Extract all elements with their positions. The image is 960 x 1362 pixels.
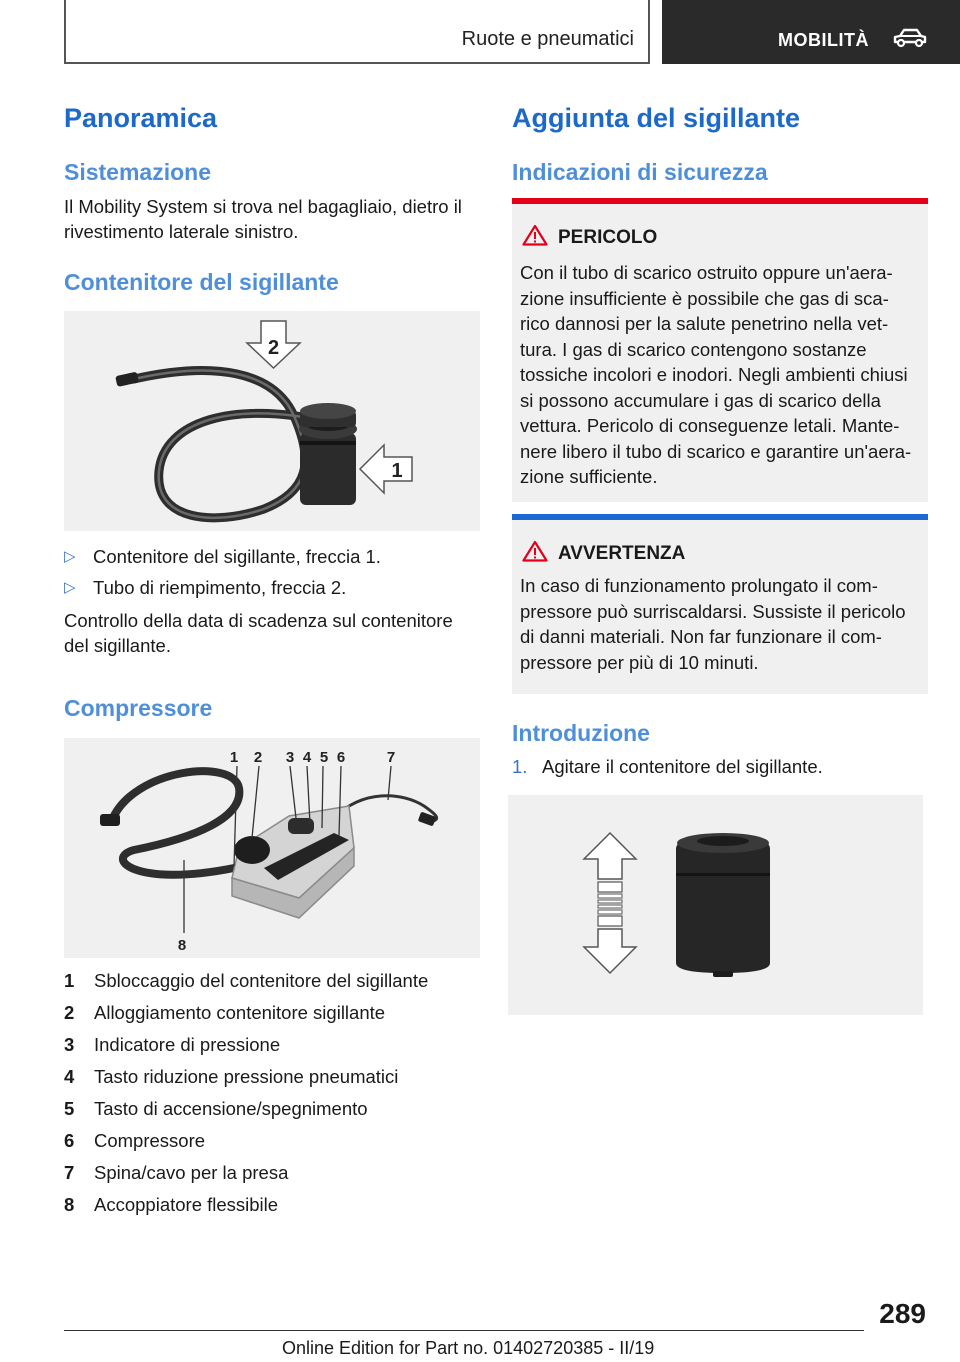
step-text: Agitare il contenitore del sigillante. bbox=[542, 756, 823, 777]
triangle-bullet-icon: ▷ bbox=[64, 548, 76, 565]
legend-number: 3 bbox=[64, 1034, 75, 1055]
warning-bar bbox=[512, 514, 928, 520]
heading-contenitore: Contenitore del sigillante bbox=[64, 269, 339, 295]
danger-line: Con il tubo di scarico ostruito oppure un'aera- bbox=[520, 262, 893, 283]
danger-box bbox=[512, 198, 928, 502]
legend-item bbox=[64, 1066, 484, 1098]
figure-label: 2 bbox=[253, 749, 263, 766]
header-chapter-title: MOBILITÀ bbox=[778, 30, 869, 50]
legend-text: Alloggiamento contenitore sigillante bbox=[94, 1002, 386, 1023]
legend-number: 4 bbox=[64, 1066, 75, 1087]
online-edition-note: Online Edition for Part no. 01402720385 - II/19 bbox=[282, 1338, 655, 1358]
warning-box bbox=[512, 514, 928, 694]
warning-title: AVVERTENZA bbox=[558, 543, 686, 564]
figure-label: 7 bbox=[386, 749, 396, 766]
expiry-note-line-2: del sigillante. bbox=[64, 635, 171, 656]
bullet-text: Contenitore del sigillante, freccia 1. bbox=[93, 546, 381, 567]
legend-item bbox=[64, 1002, 484, 1034]
compressor-illustration bbox=[64, 738, 480, 958]
legend-text: Accoppiatore flessibile bbox=[94, 1194, 279, 1215]
heading-introduzione: Introduzione bbox=[512, 720, 650, 746]
title-aggiunta: Aggiunta del sigillante bbox=[512, 103, 801, 133]
figure-label: 1 bbox=[229, 749, 239, 766]
warning-line: pressore per più di 10 minuti. bbox=[520, 651, 759, 673]
figure-label: 3 bbox=[285, 749, 295, 766]
danger-line: zione insufficiente è possibile che gas di sca- bbox=[520, 287, 889, 309]
warning-line: di danni materiali. Non far funzionare il com- bbox=[520, 626, 882, 647]
danger-bar bbox=[512, 198, 928, 204]
figure-label: 1 bbox=[391, 460, 403, 482]
legend-item bbox=[64, 970, 484, 1002]
danger-line: nere libero il tubo di scarico e garantire un'aera- bbox=[520, 440, 912, 462]
triangle-bullet-icon: ▷ bbox=[64, 579, 76, 596]
warning-triangle-icon bbox=[522, 224, 548, 246]
legend-text: Tasto di accensione/spegnimento bbox=[94, 1098, 368, 1119]
warning-line: pressore può surriscaldarsi. Sussiste il pericolo bbox=[520, 600, 906, 622]
header-chapter-tab bbox=[662, 0, 960, 64]
figure-label: 5 bbox=[319, 749, 329, 766]
danger-line: tura. I gas di scarico contengono sostanze bbox=[520, 338, 867, 360]
legend-number: 1 bbox=[64, 970, 75, 991]
header-section-title: Ruote e pneumatici bbox=[461, 28, 634, 50]
danger-line: rico dannosi per la salute penetrino nella vet- bbox=[520, 313, 889, 334]
legend-number: 6 bbox=[64, 1130, 75, 1151]
legend-number: 7 bbox=[64, 1162, 75, 1183]
bullet-text: Tubo di riempimento, freccia 2. bbox=[93, 577, 347, 598]
figure-label: 6 bbox=[336, 749, 346, 766]
sealant-container-illustration bbox=[64, 311, 480, 531]
legend-item bbox=[64, 1098, 484, 1130]
warning-text bbox=[520, 573, 924, 675]
figure-label: 8 bbox=[177, 937, 187, 954]
shake-container-illustration bbox=[508, 795, 923, 1015]
heading-sistemazione: Sistemazione bbox=[64, 159, 211, 185]
legend-text: Sbloccaggio del contenitore del sigillante bbox=[94, 970, 429, 991]
legend-item bbox=[64, 1034, 484, 1066]
danger-line: vettura. Pericolo di conseguenze letali. Mante- bbox=[520, 415, 900, 436]
danger-title: PERICOLO bbox=[558, 227, 658, 248]
heading-sicurezza: Indicazioni di sicurezza bbox=[512, 159, 768, 185]
legend-text: Indicatore di pressione bbox=[94, 1034, 281, 1055]
warning-triangle-icon bbox=[522, 540, 548, 562]
legend-number: 2 bbox=[64, 1002, 75, 1023]
footer-divider bbox=[64, 1330, 864, 1331]
expiry-note-line-1: Controllo della data di scadenza sul contenitore bbox=[64, 610, 453, 631]
compressor-legend bbox=[64, 970, 484, 1226]
car-icon bbox=[892, 26, 928, 50]
legend-number: 5 bbox=[64, 1098, 75, 1119]
placement-text bbox=[64, 194, 484, 244]
legend-text: Compressore bbox=[94, 1130, 206, 1151]
legend-number: 8 bbox=[64, 1194, 75, 1215]
danger-line: zione sufficiente. bbox=[520, 466, 658, 487]
danger-line: tossiche incolori e inodori. Negli ambienti chiusi bbox=[520, 364, 908, 385]
legend-text: Tasto riduzione pressione pneumatici bbox=[94, 1066, 399, 1087]
title-panoramica: Panoramica bbox=[64, 103, 218, 133]
figure-label: 4 bbox=[302, 749, 312, 766]
figure-label: 2 bbox=[267, 337, 280, 359]
header-section-tab bbox=[64, 0, 650, 64]
danger-text bbox=[520, 260, 924, 490]
danger-line: si possono accumulare i gas di scarico della bbox=[520, 389, 881, 411]
legend-item bbox=[64, 1130, 484, 1162]
page-number: 289 bbox=[879, 1298, 926, 1329]
placement-line-1: Il Mobility System si trova nel bagagliaio, dietro il bbox=[64, 196, 462, 217]
sealant-container-figure bbox=[64, 311, 480, 531]
legend-item bbox=[64, 1194, 484, 1226]
compressor-figure bbox=[64, 738, 480, 958]
expiry-note bbox=[64, 608, 484, 658]
legend-text: Spina/cavo per la presa bbox=[94, 1162, 289, 1183]
legend-item bbox=[64, 1162, 484, 1194]
shake-container-figure bbox=[508, 795, 923, 1015]
step-number: 1. bbox=[512, 756, 528, 777]
heading-compressore: Compressore bbox=[64, 695, 213, 721]
placement-line-2: rivestimento laterale sinistro. bbox=[64, 221, 299, 242]
warning-line: In caso di funzionamento prolungato il com- bbox=[520, 575, 878, 596]
